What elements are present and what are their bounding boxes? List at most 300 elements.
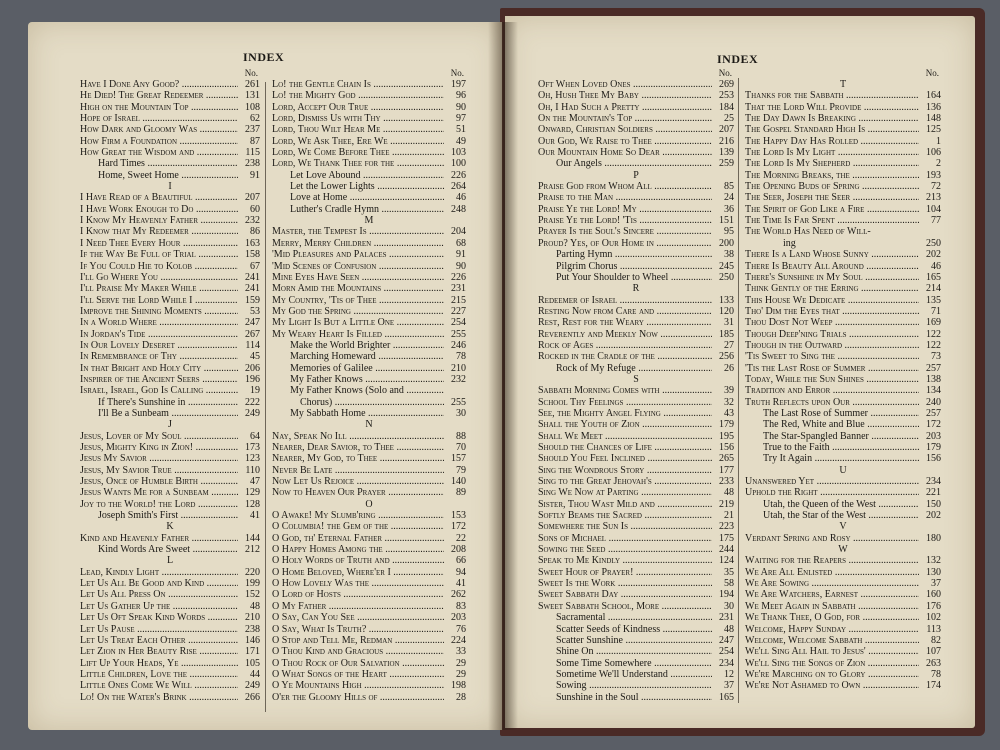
hymn-title: Shall the Youth of Zion .....: [538, 419, 712, 430]
hymn-number: 202: [926, 249, 941, 261]
hymn-title: We Thank Thee, O God, for .....: [745, 612, 919, 623]
hymn-number: 241: [245, 283, 260, 295]
hymn-title: Let Us Pause .....: [80, 624, 238, 635]
index-entry: [272, 238, 466, 249]
hymn-title: O Home Beloved, Where'er I .....: [272, 567, 444, 578]
hymn-title: Morn Amid the Mountains .....: [272, 283, 444, 294]
hymn-title: Shine On .....: [538, 646, 712, 657]
hymn-number: 110: [245, 464, 260, 476]
hymn-number: 196: [245, 373, 260, 385]
index-entry: [538, 113, 734, 124]
hymn-title: True to the Faith .....: [745, 442, 919, 453]
hymn-title: Softly Beams the Sacred .....: [538, 510, 712, 521]
hymn-title: Have I Done Any Good? .....: [80, 79, 238, 90]
hymn-number: 151: [719, 215, 734, 227]
hymn-number: 179: [719, 419, 734, 431]
index-entry: [80, 306, 260, 317]
hymn-title: Oh, Hush Thee My Baby .....: [538, 90, 712, 101]
index-entry: [745, 147, 941, 158]
index-entry: [80, 385, 260, 396]
hymn-number: 89: [456, 487, 466, 499]
column-divider: [265, 82, 266, 712]
hymn-title: Sacramental .....: [538, 612, 712, 623]
hymn-title: Let Us All Be Good and Kind .....: [80, 578, 238, 589]
index-entry: [538, 79, 734, 90]
hymn-number: 203: [451, 612, 466, 624]
hymn-title: O How Lovely Was the .....: [272, 578, 444, 589]
index-entry: [538, 363, 734, 374]
index-entry: [745, 306, 941, 317]
hymn-number: 97: [456, 113, 466, 125]
section-letter: N: [365, 419, 373, 431]
hymn-title: Oft When Loved Ones .....: [538, 79, 712, 90]
hymn-number: 231: [451, 283, 466, 295]
hymn-number: 206: [245, 362, 260, 374]
index-entry: [80, 510, 260, 521]
hymn-title: Sing We Now at Parting .....: [538, 487, 712, 498]
hymn-number: 131: [245, 90, 260, 102]
hymn-title: Lord, We Come Before Thee .....: [272, 147, 444, 158]
index-entry: [272, 510, 466, 521]
hymn-number: 208: [451, 544, 466, 556]
index-entry: [538, 238, 734, 249]
hymn-title: O Say, Can You See .....: [272, 612, 444, 623]
hymn-title: Now Let Us Rejoice .....: [272, 476, 444, 487]
hymn-title: 'Mid Scenes of Confusion .....: [272, 261, 444, 272]
index-entry: [272, 646, 466, 657]
hymn-title: Should the Chances of Life .....: [538, 442, 712, 453]
hymn-number: 122: [926, 328, 941, 340]
left-page: [28, 22, 502, 730]
hymn-title: Jesus, My Savior True .....: [80, 465, 238, 476]
hymn-number: 46: [931, 260, 941, 272]
hymn-number: 262: [451, 589, 466, 601]
index-entry: [538, 601, 734, 612]
index-entry: [80, 340, 260, 351]
index-entry: [745, 533, 941, 544]
hymn-number: 41: [250, 510, 260, 522]
hymn-number: 33: [456, 646, 466, 658]
index-entry: [272, 408, 466, 419]
hymn-title: Try It Again .....: [745, 453, 919, 464]
hymn-title: Lo! On the Water's Brink .....: [80, 692, 238, 703]
hymn-title: 'Tis Sweet to Sing the .....: [745, 351, 919, 362]
index-entry: [538, 136, 734, 147]
index-entry: [538, 295, 734, 306]
hymn-title: Welcome, Welcome Sabbath .....: [745, 635, 919, 646]
hymn-number: 244: [719, 544, 734, 556]
index-entry: [538, 431, 734, 442]
index-entry: [745, 555, 941, 566]
hymn-title: Sweet Hour of Prayer! .....: [538, 567, 712, 578]
index-entry: [80, 170, 260, 181]
index-entry: [272, 601, 466, 612]
index-entry: [538, 680, 734, 691]
hymn-number: 226: [451, 271, 466, 283]
index-entry: [272, 612, 466, 623]
hymn-title: Lo! the Mighty God .....: [272, 90, 444, 101]
book-gutter: [488, 22, 518, 730]
index-entry: [272, 397, 466, 408]
hymn-title: O Thou Kind and Gracious .....: [272, 646, 444, 657]
hymn-title: Sabbath Morning Comes with .....: [538, 385, 712, 396]
index-entry: [272, 351, 466, 362]
hymn-title: How Dark and Gloomy Was .....: [80, 124, 238, 135]
hymn-title: Our God, We Raise to Thee .....: [538, 136, 712, 147]
index-entry: [272, 374, 466, 385]
hymn-number: 174: [926, 680, 941, 692]
hymn-number: 114: [245, 339, 260, 351]
index-entry: [272, 261, 466, 272]
hymn-number: 31: [724, 317, 734, 329]
hymn-title: Should You Feel Inclined .....: [538, 453, 712, 464]
hymn-number: 234: [719, 657, 734, 669]
hymn-title: If You Could Hie to Kolob .....: [80, 261, 238, 272]
section-letter: R: [632, 283, 640, 295]
hymn-number: 263: [926, 657, 941, 669]
index-entry: [80, 226, 260, 237]
index-entry: [272, 680, 466, 691]
hymn-number: 261: [245, 79, 260, 90]
index-entry: [745, 567, 941, 578]
hymn-number: 259: [719, 158, 734, 170]
hymn-title: O Ye Mountains High .....: [272, 680, 444, 691]
index-entry: [745, 658, 941, 669]
hymn-number: 29: [456, 668, 466, 680]
hymn-title: See, the Mighty Angel Flying .....: [538, 408, 712, 419]
hymn-number: 156: [926, 453, 941, 465]
hymn-number: 256: [719, 351, 734, 363]
hymn-title: The Gospel Standard High Is .....: [745, 124, 919, 135]
hymn-number: 26: [724, 362, 734, 374]
hymn-title: In Jordan's Tide .....: [80, 329, 238, 340]
hymn-number: 165: [926, 271, 941, 283]
index-entry: [745, 351, 941, 362]
index-entry: [538, 249, 734, 260]
index-entry: [745, 340, 941, 351]
section-letter: O: [365, 498, 373, 510]
index-entry: [538, 521, 734, 532]
hymn-number: 249: [245, 407, 260, 419]
hymn-title: Parting Hymn .....: [538, 249, 712, 260]
index-entry: [80, 544, 260, 555]
hymn-title: Sunshine in the Soul .....: [538, 692, 712, 703]
index-entry: [745, 589, 941, 600]
index-entry: [272, 465, 466, 476]
hymn-number: 1: [936, 135, 941, 147]
hymn-title: Sowing .....: [538, 680, 712, 691]
index-entry: [538, 578, 734, 589]
hymn-title: I'll Go Where You .....: [80, 272, 238, 283]
index-entry: [745, 385, 941, 396]
index-entry: [272, 226, 466, 237]
hymn-number: 115: [245, 147, 260, 159]
index-entry: [272, 476, 466, 487]
index-entry: [745, 238, 941, 249]
hymn-number: 247: [245, 317, 260, 329]
hymn-number: 140: [451, 476, 466, 488]
hymn-number: 160: [926, 589, 941, 601]
hymn-title: My Father Knows .....: [272, 374, 444, 385]
index-entry: [538, 612, 734, 623]
hymn-number: 29: [456, 657, 466, 669]
index-entry: [745, 476, 941, 487]
index-entry: [272, 669, 466, 680]
hymn-title: Utah, the Queen of the West .....: [745, 499, 919, 510]
index-entry: [538, 419, 734, 430]
hymn-title: My Light Is But a Little One .....: [272, 317, 444, 328]
index-column: [745, 68, 941, 692]
hymn-title: Lord, Dismiss Us with Thy .....: [272, 113, 444, 124]
hymn-title: Utah, the Star of the West .....: [745, 510, 919, 521]
hymn-title: Praise to the Man .....: [538, 192, 712, 203]
index-entry: [272, 533, 466, 544]
hymn-title: The Lord Is My Light .....: [745, 147, 919, 158]
page-title: INDEX: [717, 52, 759, 66]
index-entry: [745, 226, 941, 237]
hymn-title: Lord, We Ask Thee, Ere We .....: [272, 136, 444, 147]
index-entry: [745, 136, 941, 147]
hymn-number: 28: [456, 691, 466, 703]
index-entry: [538, 340, 734, 351]
hymn-number: 255: [451, 328, 466, 340]
hymn-number: 194: [719, 589, 734, 601]
index-entry: [272, 329, 466, 340]
index-entry: [80, 680, 260, 691]
hymn-title: I'll Serve the Lord While I .....: [80, 295, 238, 306]
hymn-title: Master, the Tempest Is .....: [272, 226, 444, 237]
index-entry: [80, 499, 260, 510]
index-entry: [80, 261, 260, 272]
index-entry: [745, 453, 941, 464]
index-entry: [80, 249, 260, 260]
index-entry: [745, 635, 941, 646]
index-entry: [272, 521, 466, 532]
hymn-title: The World Has Need of Will-: [745, 226, 871, 238]
hymn-number: 12: [724, 668, 734, 680]
index-entry: [538, 102, 734, 113]
hymn-title: Jesus, Lover of My Soul .....: [80, 431, 238, 442]
hymn-title: In a World Where .....: [80, 317, 238, 328]
hymn-title: Lift Up Your Heads, Ye .....: [80, 658, 238, 669]
hymn-title: Speak to Me Kindly .....: [538, 555, 712, 566]
index-entry: [538, 544, 734, 555]
hymn-title: Let Us Treat Each Other .....: [80, 635, 238, 646]
index-entry: [80, 113, 260, 124]
hymn-title: Think Gently of the Erring .....: [745, 283, 919, 294]
hymn-number: 212: [245, 544, 260, 556]
hymn-title: Jesus Wants Me for a Sunbeam .....: [80, 487, 238, 498]
index-entry: [745, 624, 941, 635]
hymn-number: 169: [926, 317, 941, 329]
hymn-title: Some Time Somewhere .....: [538, 658, 712, 669]
hymn-title: Verdant Spring and Rosy .....: [745, 533, 919, 544]
index-entry: [538, 204, 734, 215]
hymn-title: Jesus, Mighty King in Zion! .....: [80, 442, 238, 453]
hymn-title: O Awake! My Slumb'ring .....: [272, 510, 444, 521]
hymn-title: Rocked in the Cradle of the .....: [538, 351, 712, 362]
hymn-title: Though in the Outward .....: [745, 340, 919, 351]
index-entry: [80, 635, 260, 646]
hymn-number: 100: [451, 158, 466, 170]
hymn-title: Sing the Wondrous Story .....: [538, 465, 712, 476]
index-entry: [538, 215, 734, 226]
page-title: INDEX: [243, 50, 285, 64]
hymn-title: Lo! the Gentle Chain Is .....: [272, 79, 444, 90]
hymn-title: Jesus My Savior .....: [80, 453, 238, 464]
hymn-number: 197: [451, 79, 466, 90]
hymn-number: 227: [451, 305, 466, 317]
hymn-title: The Red, White and Blue .....: [745, 419, 919, 430]
index-entry: [80, 102, 260, 113]
hymn-title: The Morning Breaks, the .....: [745, 170, 919, 181]
hymn-title: High on the Mountain Top .....: [80, 102, 238, 113]
section-letter: T: [839, 79, 847, 90]
hymn-number: 45: [250, 351, 260, 363]
index-entry: [538, 476, 734, 487]
index-entry: [80, 487, 260, 498]
hymn-number: 30: [456, 407, 466, 419]
hymn-title: Home, Sweet Home .....: [80, 170, 238, 181]
hymn-title: O My Father .....: [272, 601, 444, 612]
hymn-title: Scatter Seeds of Kindness .....: [538, 624, 712, 635]
hymn-title: The Day Dawn Is Breaking .....: [745, 113, 919, 124]
hymn-title: If the Way Be Full of Trial .....: [80, 249, 238, 260]
hymn-title: I Know My Heavenly Father .....: [80, 215, 238, 226]
hymn-title: Sweet Sabbath School, More .....: [538, 601, 712, 612]
hymn-number: 86: [250, 226, 260, 238]
hymn-number: 32: [724, 396, 734, 408]
column-divider: [738, 78, 739, 703]
index-entry: [538, 147, 734, 158]
hymn-number: 172: [926, 419, 941, 431]
hymn-number: 123: [245, 453, 260, 465]
hymn-title: We Are Sowing .....: [745, 578, 919, 589]
hymn-number: 202: [926, 510, 941, 522]
number-header: No.: [244, 68, 258, 78]
hymn-title: How Firm a Foundation .....: [80, 136, 238, 147]
number-header: No.: [718, 68, 732, 78]
hymn-number: 135: [926, 294, 941, 306]
hymn-title: There Is Beauty All Around .....: [745, 261, 919, 272]
hymn-title: There Is a Land Whose Sunny .....: [745, 249, 919, 260]
hymn-title: ing: [783, 237, 796, 249]
hymn-title: Sweet Sabbath Day .....: [538, 589, 712, 600]
hymn-number: 219: [719, 498, 734, 510]
index-entry: [538, 646, 734, 657]
index-entry: [538, 692, 734, 703]
index-column: [272, 68, 466, 703]
index-entry: [272, 170, 466, 181]
hymn-number: 25: [724, 113, 734, 125]
hymn-number: 90: [456, 260, 466, 272]
index-entry: [272, 136, 466, 147]
index-entry: [745, 374, 941, 385]
hymn-title: Pilgrim Chorus .....: [538, 261, 712, 272]
hymn-number: 221: [926, 487, 941, 499]
section-letter: J: [168, 419, 172, 431]
index-entry: [80, 192, 260, 203]
hymn-title: Let Us Oft Speak Kind Words .....: [80, 612, 238, 623]
index-entry: [272, 363, 466, 374]
hymn-title: Somewhere the Sun Is .....: [538, 521, 712, 532]
index-entry: [80, 158, 260, 169]
index-entry: [745, 249, 941, 260]
index-entry: [538, 385, 734, 396]
index-entry: [538, 226, 734, 237]
hymn-title: Hope of Israel .....: [80, 113, 238, 124]
index-entry: [538, 329, 734, 340]
hymn-number: 2: [936, 158, 941, 170]
index-entry: [745, 204, 941, 215]
hymn-number: 71: [931, 305, 941, 317]
section-letter: I: [168, 181, 172, 193]
hymn-number: 207: [719, 124, 734, 136]
hymn-number: 179: [926, 442, 941, 453]
index-entry: [272, 658, 466, 669]
hymn-number: 128: [245, 498, 260, 510]
section-letter: S: [633, 373, 639, 385]
hymn-title: Welcome, Happy Sunday .....: [745, 624, 919, 635]
index-entry: [80, 601, 260, 612]
index-entry: [272, 431, 466, 442]
hymn-number: 214: [926, 283, 941, 295]
hymn-number: 58: [724, 578, 734, 590]
hymn-title: Mine Eyes Have Seen .....: [272, 272, 444, 283]
index-entry: [745, 578, 941, 589]
hymn-title: Let Us Gather Up the .....: [80, 601, 238, 612]
index-entry: [80, 431, 260, 442]
hymn-number: 153: [451, 510, 466, 522]
index-entry: [80, 624, 260, 635]
hymn-number: 253: [719, 90, 734, 102]
hymn-number: 21: [724, 510, 734, 522]
hymn-title: Kind Words Are Sweet .....: [80, 544, 238, 555]
hymn-title: Joy to the World! the Lord .....: [80, 499, 238, 510]
hymn-title: I Know that My Redeemer .....: [80, 226, 238, 237]
hymn-title: I Have Read of a Beautiful .....: [80, 192, 238, 203]
hymn-title: Marching Homeward .....: [272, 351, 444, 362]
hymn-number: 43: [724, 407, 734, 419]
hymn-number: 241: [245, 271, 260, 283]
index-entry: [538, 397, 734, 408]
index-entry: [538, 158, 734, 169]
index-entry: [745, 397, 941, 408]
hymn-number: 246: [451, 339, 466, 351]
hymn-number: 124: [719, 555, 734, 567]
index-entry: [745, 158, 941, 169]
hymn-number: 129: [245, 487, 260, 499]
hymn-title: Truth Reflects upon Our .....: [745, 397, 919, 408]
index-entry: [745, 124, 941, 135]
hymn-number: 105: [245, 657, 260, 669]
hymn-title: O Thou Rock of Our Salvation .....: [272, 658, 444, 669]
index-entry: [272, 453, 466, 464]
hymn-title: The Seer, Joseph the Seer .....: [745, 192, 919, 203]
hymn-title: Reverently and Meekly Now .....: [538, 329, 712, 340]
hymn-title: We're Not Ashamed to Own .....: [745, 680, 919, 691]
hymn-number: 35: [724, 566, 734, 578]
hymn-number: 49: [456, 135, 466, 147]
hymn-title: Joseph Smith's First .....: [80, 510, 238, 521]
hymn-number: 48: [250, 600, 260, 612]
hymn-number: 79: [456, 464, 466, 476]
index-entry: [272, 317, 466, 328]
index-entry: [538, 499, 734, 510]
hymn-title: Thou Dost Not Weep .....: [745, 317, 919, 328]
number-header: No.: [450, 68, 464, 78]
hymn-number: [919, 226, 941, 237]
